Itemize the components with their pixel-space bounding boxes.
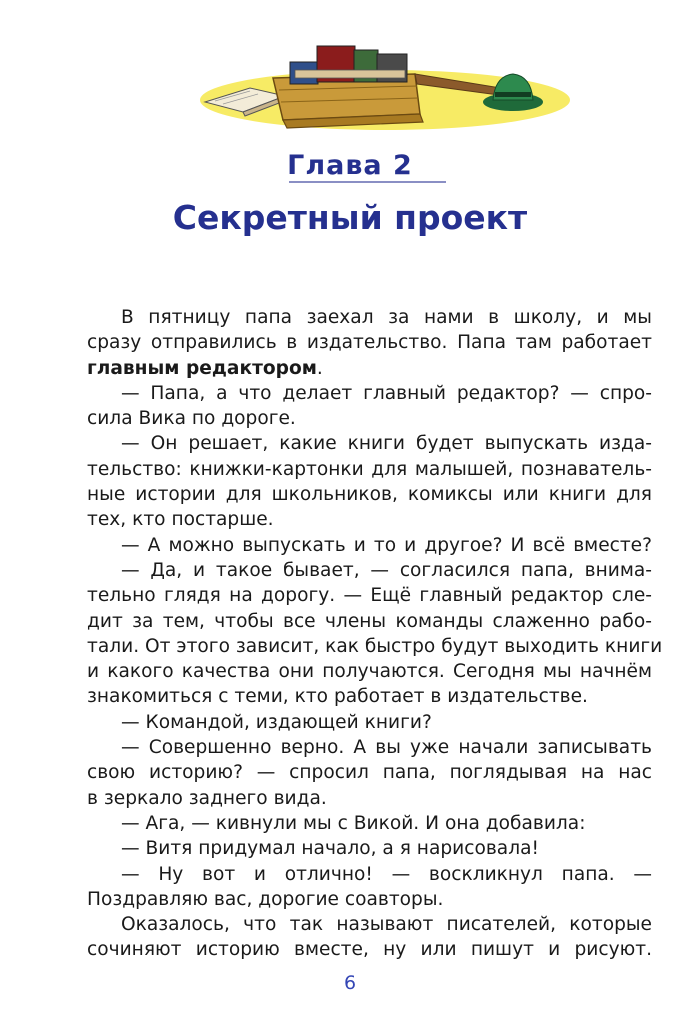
text-line: — Командой, издающей книги? — [121, 711, 432, 733]
text-line: — А можно выпускать и то и другое? И всё вместе? — [121, 534, 652, 556]
text-line: тельно глядя на дорогу. — Ещё главный редактор сле- — [87, 585, 652, 607]
chapter-divider — [289, 181, 446, 183]
text-line: — Папа, а что делает главный редактор? — спро- — [121, 382, 652, 404]
bold-term: главным редактором — [87, 357, 317, 379]
text-line: и какого качества они получаются. Сегодня мы начнём — [87, 661, 652, 683]
chapter-label: Глава 2 — [287, 150, 413, 181]
text-line: сила Вика по дороге. — [87, 408, 296, 430]
text-line: тали. От этого зависит, как быстро будут выходить книги — [87, 635, 663, 657]
text-line: — Ага, — кивнули мы с Викой. И она добавила: — [121, 812, 586, 834]
chapter-title: Секретный проект — [172, 198, 528, 237]
text-line: — Витя придумал начало, а я нарисовала! — [121, 838, 539, 860]
page-number: 6 — [343, 972, 357, 994]
text-line: — Совершенно верно. А вы уже начали записывать — [121, 737, 652, 759]
text-line: знакомиться с теми, кто работает в издательстве. — [87, 686, 588, 708]
text-line: тельство: книжки-картонки для малышей, познаватель- — [87, 458, 652, 480]
text-line: — Он решает, какие книги будет выпускать изда- — [121, 433, 652, 455]
text-line — [87, 356, 652, 381]
text-line: Оказалось, что так называют писателей, которые — [121, 914, 652, 936]
text-line: сочиняют историю вместе, ну или пишут и рисуют. — [87, 939, 652, 961]
chapter-illustration — [195, 40, 570, 132]
text-line: ные истории для школьников, комиксы или книги для — [87, 484, 652, 506]
text-line: сразу отправились в издательство. Папа там работает — [87, 332, 652, 354]
text-line: в зеркало заднего вида. — [87, 787, 327, 809]
books-icon — [290, 46, 407, 84]
text-line: тех, кто постарше. — [87, 509, 274, 531]
text-line: Поздравляю вас, дорогие соавторы. — [87, 888, 444, 910]
text-fragment: . — [316, 357, 323, 379]
body-text — [87, 305, 663, 963]
text-line: В пятницу папа заехал за нами в школу, и мы — [121, 307, 652, 328]
text-line: — Да, и такое бывает, — согласился папа, внима- — [121, 559, 652, 581]
text-line: свою историю? — спросил папа, поглядывая на нас — [87, 762, 652, 784]
text-line: дит за тем, чтобы все члены команды слаженно рабо- — [87, 610, 652, 632]
text-line: — Ну вот и отлично! — воскликнул папа. — — [121, 863, 652, 885]
